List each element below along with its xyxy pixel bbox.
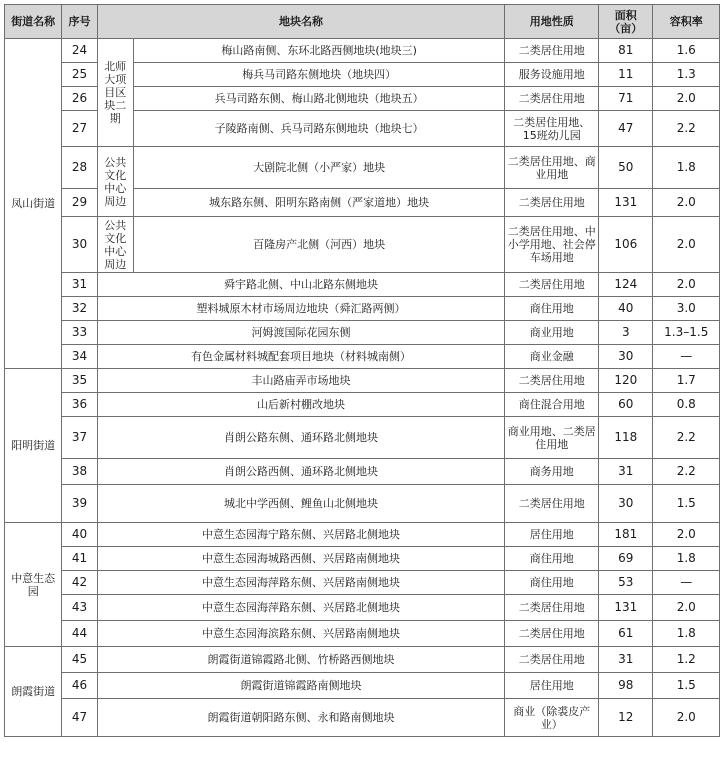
area-value: 31 xyxy=(599,647,653,673)
area-value: 81 xyxy=(599,39,653,63)
land-use: 商务用地 xyxy=(505,459,599,485)
table-row xyxy=(5,147,720,189)
header-name: 地块名称 xyxy=(97,5,505,39)
far-value: 1.3 xyxy=(653,63,720,87)
group-cell: 公共文化中心周边 xyxy=(97,217,133,273)
parcel-name: 子陵路南侧、兵马司路东侧地块（地块七） xyxy=(133,111,505,147)
land-use: 商住用地 xyxy=(505,571,599,595)
row-no: 46 xyxy=(62,673,97,699)
parcel-name: 中意生态园海宁路东侧、兴居路北侧地块 xyxy=(97,523,505,547)
table-row xyxy=(5,699,720,737)
area-value: 47 xyxy=(599,111,653,147)
table-row xyxy=(5,39,720,63)
land-use: 商住用地 xyxy=(505,547,599,571)
row-no: 33 xyxy=(62,321,97,345)
parcel-name: 肖朗公路东侧、通环路北侧地块 xyxy=(97,417,505,459)
header-area: 面积（亩） xyxy=(599,5,653,39)
far-value: 3.0 xyxy=(653,297,720,321)
far-value: 2.2 xyxy=(653,417,720,459)
far-value: 1.2 xyxy=(653,647,720,673)
land-use: 二类居住用地 xyxy=(505,39,599,63)
parcel-name: 大剧院北侧（小严家）地块 xyxy=(133,147,505,189)
row-no: 28 xyxy=(62,147,97,189)
far-value: — xyxy=(653,345,720,369)
row-no: 27 xyxy=(62,111,97,147)
land-use: 二类居住用地 xyxy=(505,647,599,673)
parcel-name: 朗霞街道锦霞路南侧地块 xyxy=(97,673,505,699)
area-value: 12 xyxy=(599,699,653,737)
land-use: 二类居住用地 xyxy=(505,621,599,647)
area-value: 131 xyxy=(599,595,653,621)
area-value: 40 xyxy=(599,297,653,321)
area-value: 30 xyxy=(599,345,653,369)
row-no: 37 xyxy=(62,417,97,459)
land-use: 二类居住用地 xyxy=(505,595,599,621)
row-no: 29 xyxy=(62,189,97,217)
far-value: 2.0 xyxy=(653,595,720,621)
table-row xyxy=(5,523,720,547)
table-row xyxy=(5,369,720,393)
row-no: 36 xyxy=(62,393,97,417)
row-no: 47 xyxy=(62,699,97,737)
table-row xyxy=(5,345,720,369)
row-no: 43 xyxy=(62,595,97,621)
parcel-name: 有色金属材料城配套项目地块（材料城南侧） xyxy=(97,345,505,369)
far-value: 2.0 xyxy=(653,217,720,273)
land-use: 二类居住用地 xyxy=(505,369,599,393)
area-value: 131 xyxy=(599,189,653,217)
parcel-name: 中意生态园海滨路东侧、兴居路南侧地块 xyxy=(97,621,505,647)
header-street: 街道名称 xyxy=(5,5,62,39)
land-use: 商业（除裘皮产业） xyxy=(505,699,599,737)
header-far: 容积率 xyxy=(653,5,720,39)
land-use: 居住用地 xyxy=(505,673,599,699)
parcel-name: 百隆房产北侧（河西）地块 xyxy=(133,217,505,273)
parcel-name: 朗霞街道锦霞路北侧、竹桥路西侧地块 xyxy=(97,647,505,673)
street-cell: 中意生态园 xyxy=(5,523,62,647)
far-value: 2.0 xyxy=(653,699,720,737)
table-row xyxy=(5,647,720,673)
area-value: 118 xyxy=(599,417,653,459)
parcel-name: 河姆渡国际花园东侧 xyxy=(97,321,505,345)
area-value: 98 xyxy=(599,673,653,699)
row-no: 30 xyxy=(62,217,97,273)
land-use: 商业用地 xyxy=(505,321,599,345)
far-value: 1.3–1.5 xyxy=(653,321,720,345)
parcel-name: 中意生态园海萍路东侧、兴居路南侧地块 xyxy=(97,571,505,595)
parcel-name: 肖朗公路西侧、通环路北侧地块 xyxy=(97,459,505,485)
land-use: 二类居住用地、商业用地 xyxy=(505,147,599,189)
table-row xyxy=(5,217,720,273)
street-cell: 凤山街道 xyxy=(5,39,62,369)
header-use: 用地性质 xyxy=(505,5,599,39)
area-value: 124 xyxy=(599,273,653,297)
land-use: 商业金融 xyxy=(505,345,599,369)
land-use: 服务设施用地 xyxy=(505,63,599,87)
row-no: 42 xyxy=(62,571,97,595)
land-use: 二类居住用地、中小学用地、社会停车场用地 xyxy=(505,217,599,273)
area-value: 106 xyxy=(599,217,653,273)
area-value: 11 xyxy=(599,63,653,87)
far-value: 1.5 xyxy=(653,673,720,699)
area-value: 61 xyxy=(599,621,653,647)
area-value: 60 xyxy=(599,393,653,417)
row-no: 41 xyxy=(62,547,97,571)
area-value: 31 xyxy=(599,459,653,485)
table-header-row xyxy=(5,5,720,39)
group-cell: 北师大项目区块二期 xyxy=(97,39,133,147)
land-use: 居住用地 xyxy=(505,523,599,547)
table-row xyxy=(5,547,720,571)
row-no: 38 xyxy=(62,459,97,485)
table-row xyxy=(5,273,720,297)
land-use: 商住混合用地 xyxy=(505,393,599,417)
row-no: 32 xyxy=(62,297,97,321)
area-value: 181 xyxy=(599,523,653,547)
street-cell: 朗霞街道 xyxy=(5,647,62,737)
area-value: 53 xyxy=(599,571,653,595)
parcel-name: 梅山路南侧、东环北路西侧地块(地块三) xyxy=(133,39,505,63)
land-use: 二类居住用地 xyxy=(505,87,599,111)
table-row xyxy=(5,297,720,321)
row-no: 39 xyxy=(62,485,97,523)
parcel-name: 兵马司路东侧、梅山路北侧地块（地块五） xyxy=(133,87,505,111)
far-value: — xyxy=(653,571,720,595)
parcel-name: 城东路东侧、阳明东路南侧（严家道地）地块 xyxy=(133,189,505,217)
far-value: 2.2 xyxy=(653,459,720,485)
far-value: 1.8 xyxy=(653,147,720,189)
area-value: 69 xyxy=(599,547,653,571)
far-value: 2.0 xyxy=(653,523,720,547)
parcel-name: 朗霞街道朝阳路东侧、永和路南侧地块 xyxy=(97,699,505,737)
table-row xyxy=(5,595,720,621)
area-value: 71 xyxy=(599,87,653,111)
far-value: 2.0 xyxy=(653,87,720,111)
parcel-name: 梅兵马司路东侧地块（地块四） xyxy=(133,63,505,87)
parcel-name: 山后新村棚改地块 xyxy=(97,393,505,417)
group-cell: 公共文化中心周边 xyxy=(97,147,133,217)
land-use: 商业用地、二类居住用地 xyxy=(505,417,599,459)
area-value: 120 xyxy=(599,369,653,393)
row-no: 34 xyxy=(62,345,97,369)
far-value: 2.0 xyxy=(653,273,720,297)
far-value: 1.6 xyxy=(653,39,720,63)
parcel-name: 塑料城原木材市场周边地块（舜汇路两侧） xyxy=(97,297,505,321)
row-no: 40 xyxy=(62,523,97,547)
area-value: 30 xyxy=(599,485,653,523)
land-use: 二类居住用地 xyxy=(505,189,599,217)
land-use: 二类居住用地 xyxy=(505,273,599,297)
parcel-name: 中意生态园海城路西侧、兴居路南侧地块 xyxy=(97,547,505,571)
far-value: 1.8 xyxy=(653,621,720,647)
header-no: 序号 xyxy=(62,5,97,39)
far-value: 2.2 xyxy=(653,111,720,147)
table-row xyxy=(5,459,720,485)
far-value: 2.0 xyxy=(653,189,720,217)
land-use: 二类居住用地 xyxy=(505,485,599,523)
area-value: 50 xyxy=(599,147,653,189)
row-no: 44 xyxy=(62,621,97,647)
row-no: 26 xyxy=(62,87,97,111)
row-no: 31 xyxy=(62,273,97,297)
land-use: 商住用地 xyxy=(505,297,599,321)
land-use: 二类居住用地、15班幼儿园 xyxy=(505,111,599,147)
far-value: 1.8 xyxy=(653,547,720,571)
row-no: 25 xyxy=(62,63,97,87)
parcel-name: 丰山路庙弄市场地块 xyxy=(97,369,505,393)
far-value: 1.7 xyxy=(653,369,720,393)
row-no: 24 xyxy=(62,39,97,63)
parcel-name: 城北中学西侧、鲤鱼山北侧地块 xyxy=(97,485,505,523)
table-row xyxy=(5,321,720,345)
street-cell: 阳明街道 xyxy=(5,369,62,523)
table-row xyxy=(5,485,720,523)
table-row xyxy=(5,621,720,647)
table-row xyxy=(5,393,720,417)
row-no: 45 xyxy=(62,647,97,673)
parcel-name: 舜宇路北侧、中山北路东侧地块 xyxy=(97,273,505,297)
far-value: 1.5 xyxy=(653,485,720,523)
area-value: 3 xyxy=(599,321,653,345)
far-value: 0.8 xyxy=(653,393,720,417)
table-row xyxy=(5,571,720,595)
parcel-name: 中意生态园海萍路东侧、兴居路北侧地块 xyxy=(97,595,505,621)
land-parcel-table xyxy=(4,4,720,737)
row-no: 35 xyxy=(62,369,97,393)
table-row xyxy=(5,673,720,699)
table-row xyxy=(5,417,720,459)
